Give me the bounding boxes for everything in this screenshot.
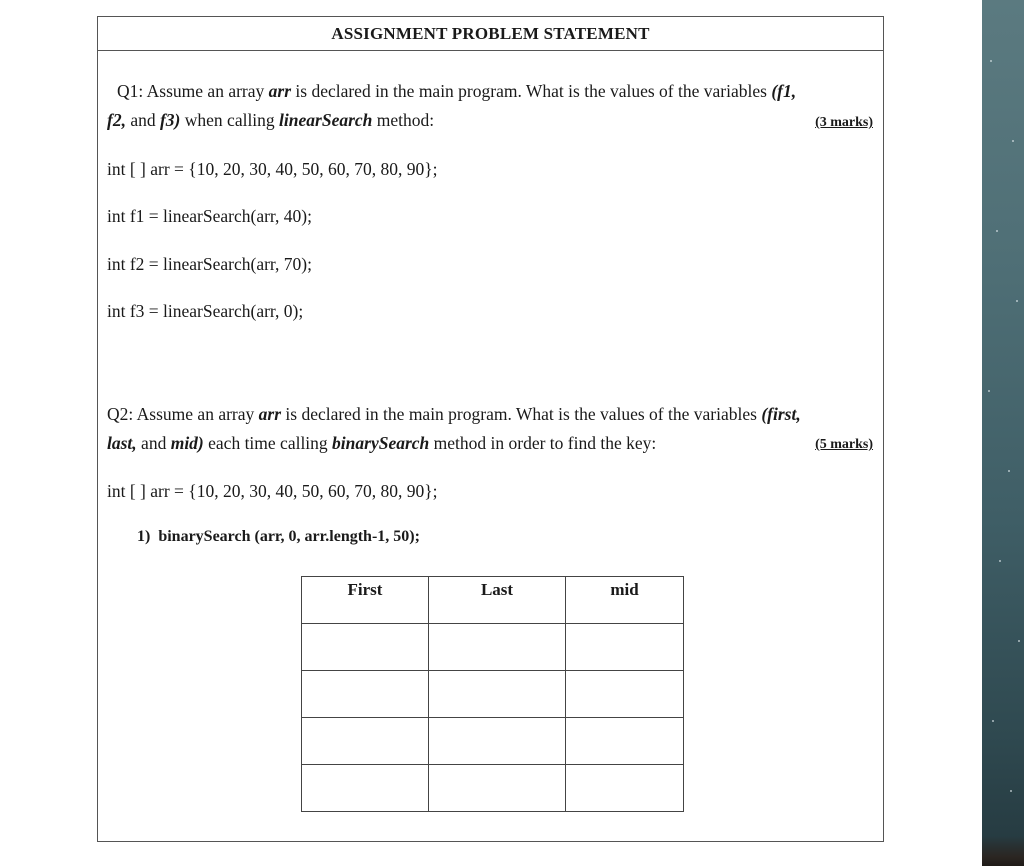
table-header-row <box>302 577 684 624</box>
assignment-sheet <box>97 16 884 842</box>
q2-line-2: last, and mid) each time calling binarySearch method in order to find the key: <box>107 433 657 453</box>
binary-search-trace-table <box>301 576 684 812</box>
column-header-first: First <box>302 577 429 624</box>
q2-code-array: int [ ] arr = {10, 20, 30, 40, 50, 60, 70, 80, 90}; <box>107 481 438 501</box>
table-row <box>302 671 684 718</box>
table-row <box>302 718 684 765</box>
table-cell <box>302 718 429 765</box>
q1-code-array: int [ ] arr = {10, 20, 30, 40, 50, 60, 70, 80, 90}; <box>107 159 438 179</box>
q1-code-f3: int f3 = linearSearch(arr, 0); <box>107 301 304 321</box>
table-row <box>302 624 684 671</box>
page-title: ASSIGNMENT PROBLEM STATEMENT <box>98 17 883 51</box>
background-photo-strip <box>982 0 1024 866</box>
q2-line-1: Q2: Assume an array arr is declared in the main program. What is the values of the variables (first, <box>107 404 801 424</box>
column-header-mid: mid <box>566 577 684 624</box>
q1-line-1: Q1: Assume an array arr is declared in the main program. What is the values of the variables (f1, <box>117 81 797 101</box>
table-cell <box>566 671 684 718</box>
column-header-last: Last <box>429 577 566 624</box>
table-row <box>302 765 684 812</box>
q1-line-2: f2, and f3) when calling linearSearch method: <box>107 110 435 130</box>
table-cell <box>429 718 566 765</box>
q2-subitem-1: 1) binarySearch (arr, 0, arr.length-1, 50); <box>137 528 420 545</box>
q2-marks: (5 marks) <box>815 437 873 452</box>
q1-marks: (3 marks) <box>815 115 873 130</box>
q1-code-f2: int f2 = linearSearch(arr, 70); <box>107 254 312 274</box>
q1-code-f1: int f1 = linearSearch(arr, 40); <box>107 206 312 226</box>
table-cell <box>429 671 566 718</box>
table-cell <box>302 624 429 671</box>
table-cell <box>566 718 684 765</box>
table-cell <box>302 765 429 812</box>
table-cell <box>429 765 566 812</box>
table-cell <box>302 671 429 718</box>
table-cell <box>566 765 684 812</box>
table-cell <box>429 624 566 671</box>
table-cell <box>566 624 684 671</box>
